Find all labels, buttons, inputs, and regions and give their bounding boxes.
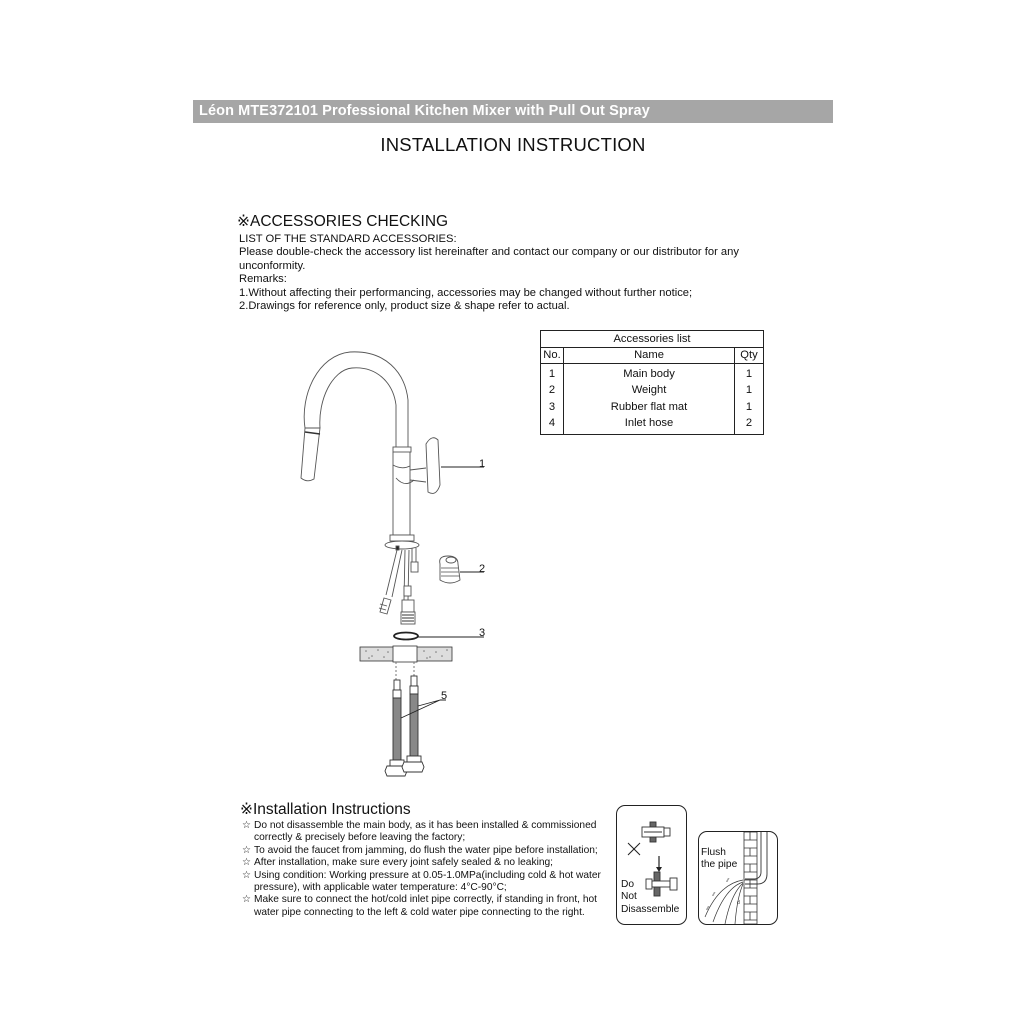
accessories-line: unconformity. bbox=[239, 259, 306, 272]
accessories-line: 1.Without affecting their performancing, accessories may be changed without further notice; bbox=[239, 286, 693, 299]
rubber-mat-icon bbox=[394, 633, 418, 640]
star-bullet-icon: ☆ bbox=[242, 820, 251, 831]
list-item: ☆ To avoid the faucet from jamming, do flush the water pipe before installation; bbox=[242, 844, 598, 856]
list-item: ☆ Make sure to connect the hot/cold inlet pipe correctly, if standing in front, hot water pipe connecting to the left & cold water pipe connecting to the right. bbox=[242, 894, 597, 918]
svg-text:⁄⁄: ⁄⁄ bbox=[727, 878, 729, 884]
callout-1: 1 bbox=[479, 458, 486, 470]
accessories-section-body bbox=[239, 233, 779, 313]
cell-qty: 1 bbox=[735, 364, 764, 383]
cell-no: 2 bbox=[541, 382, 564, 398]
column-header-qty: Qty bbox=[735, 348, 764, 364]
list-item: ☆ Using condition: Working pressure at 0.05-1.0MPa(including cold & hot water pressure), with applicable water temperature: 4°C-90°C; bbox=[242, 869, 601, 894]
callout-5: 5 bbox=[441, 690, 448, 702]
installation-section-title: ※Installation Instructions bbox=[240, 801, 411, 818]
svg-text:d: d bbox=[737, 900, 740, 906]
svg-text:⁄⁄: ⁄⁄ bbox=[713, 892, 715, 898]
column-header-no: No. bbox=[541, 348, 564, 364]
cell-no: 4 bbox=[541, 415, 564, 434]
cell-qty: 2 bbox=[735, 415, 764, 434]
cell-name: Main body bbox=[564, 364, 735, 383]
flush-pipe-label: Flush the pipe bbox=[701, 847, 738, 871]
accessories-section-title: ※ACCESSORIES CHECKING bbox=[237, 213, 449, 230]
cell-no: 3 bbox=[541, 399, 564, 415]
weight-icon bbox=[440, 556, 460, 583]
exploded-faucet-diagram bbox=[280, 340, 510, 790]
do-not-disassemble-label: Do Not Disassemble bbox=[621, 879, 680, 915]
accessories-line: 2.Drawings for reference only, product size & shape refer to actual. bbox=[239, 300, 570, 313]
star-bullet-icon: ☆ bbox=[242, 894, 251, 906]
star-bullet-icon: ☆ bbox=[242, 844, 251, 856]
star-bullet-icon: ☆ bbox=[242, 869, 251, 881]
table-row bbox=[541, 399, 764, 415]
table-row bbox=[541, 364, 764, 383]
wall-pipe-flush-icon bbox=[699, 832, 777, 924]
cell-qty: 1 bbox=[735, 382, 764, 398]
svg-text:⁄⁄: ⁄⁄ bbox=[707, 906, 709, 912]
cell-name: Inlet hose bbox=[564, 415, 735, 434]
inlet-hose-icon bbox=[385, 676, 424, 776]
list-item: ☆ After installation, make sure every joint safely sealed & no leaking; bbox=[242, 857, 553, 869]
list-item: ☆ Do not disassemble the main body, as it has been installed & commissioned correctly & precisely before leaving the factory; bbox=[242, 820, 597, 844]
countertop-icon bbox=[360, 646, 452, 690]
table-row bbox=[541, 415, 764, 434]
accessories-line: Please double-check the accessory list hereinafter and contact our company or our distributor for any bbox=[239, 246, 739, 259]
cell-name: Weight bbox=[564, 382, 735, 398]
faucet-main-body-icon bbox=[301, 352, 440, 624]
column-header-name: Name bbox=[564, 348, 735, 364]
do-not-disassemble-illustration bbox=[616, 805, 687, 925]
cell-name: Rubber flat mat bbox=[564, 399, 735, 415]
cell-qty: 1 bbox=[735, 399, 764, 415]
table-caption: Accessories list bbox=[541, 331, 764, 348]
flush-pipe-illustration bbox=[698, 831, 778, 925]
accessories-line: Remarks: bbox=[239, 273, 287, 286]
cell-no: 1 bbox=[541, 364, 564, 383]
accessories-table bbox=[540, 330, 764, 435]
installation-instructions-list bbox=[240, 820, 610, 919]
document-title: INSTALLATION INSTRUCTION bbox=[380, 134, 646, 155]
table-row bbox=[541, 382, 764, 398]
callout-2: 2 bbox=[479, 563, 486, 575]
callout-3: 3 bbox=[479, 627, 486, 639]
product-title-bar: Léon MTE372101 Professional Kitchen Mixer with Pull Out Spray bbox=[193, 100, 833, 123]
accessories-line: LIST OF THE STANDARD ACCESSORIES: bbox=[239, 233, 457, 245]
star-bullet-icon: ☆ bbox=[242, 857, 251, 869]
